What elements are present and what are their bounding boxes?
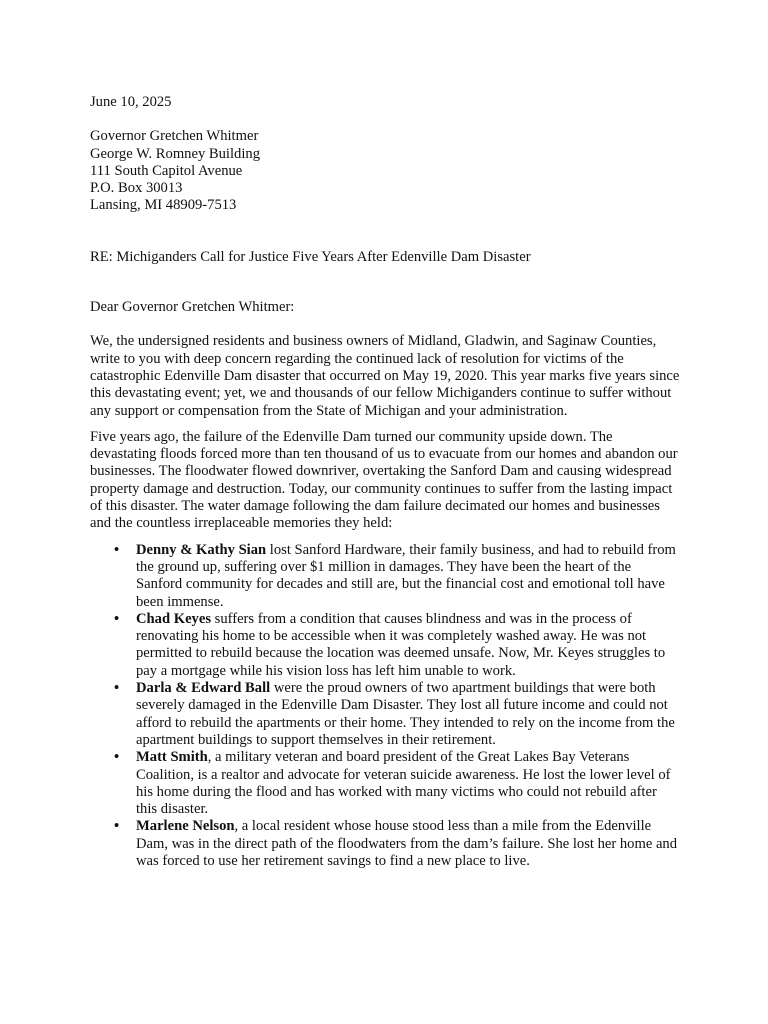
victim-name: Marlene Nelson — [136, 818, 235, 835]
victim-name: Matt Smith — [136, 749, 208, 766]
recipient-po-box: P.O. Box 30013 — [90, 180, 183, 197]
subject-line: RE: Michiganders Call for Justice Five Years After Edenville Dam Disaster — [90, 248, 531, 265]
bullet-icon: • — [114, 541, 120, 558]
victim-description: suffers from a condition that causes blindness and was in the process of renovating his home to be accessible when it was completely washed away. He was not permitted to rebuild because the location was deemed unsafe. Now, Mr. Keyes struggles to pay a mortgage while his vision loss has left him unable to work. — [136, 610, 666, 679]
victim-description: lost Sanford Hardware, their family business, and had to rebuild from the ground up, suffering over $1 million in damages. They have been the heart of the Sanford community for decades and still are, but the financial cost and emotional toll have been immense. — [136, 541, 676, 610]
victim-description: were the proud owners of two apartment buildings that were both severely damaged in the Edenville Dam Disaster. They lost all future income and could not afford to rebuild the apartments or their home. They intended to rely on the income from the apartment buildings to support themselves in their retirement. — [136, 680, 675, 748]
victim-description: , a military veteran and board president of the Great Lakes Bay Veterans Coalition, is a realtor and advocate for veteran suicide awareness. He lost the lower level of his home during the flood and has worked with many victims who could not rebuild after this disaster. — [136, 749, 671, 818]
bullet-icon: • — [114, 818, 120, 835]
bullet-icon: • — [114, 610, 120, 627]
victim-name: Denny & Kathy Sian — [136, 541, 267, 558]
body-paragraph: We, the undersigned residents and business owners of Midland, Gladwin, and Saginaw Counties, write to you with deep concern regarding the continued lack of resolution for victims of the catastrophic Edenville Dam disaster that occurred on May 19, 2020. This year marks five years since this devastating event; yet, we and thousands of our fellow Michiganders continue to suffer without any support or compensation from the State of Michigan and your administration. — [90, 333, 680, 419]
victim-description: , a local resident whose house stood less than a mile from the Edenville Dam, was in the direct path of the floodwaters from the dam’s failure. She lost her home and was forced to use her retirement savings to find a new place to live. — [136, 818, 678, 869]
victim-name: Chad Keyes — [136, 610, 211, 627]
bullet-icon: • — [114, 680, 120, 697]
recipient-building: George W. Romney Building — [90, 145, 260, 162]
list-item — [114, 542, 680, 611]
list-item — [114, 611, 680, 680]
recipient-street: 111 South Capitol Avenue — [90, 162, 243, 179]
body-paragraph: Five years ago, the failure of the Edenville Dam turned our community upside down. The devastating floods forced more than ten thousand of us to evacuate from our homes and abandon our businesses. The floodwater flowed downriver, overtaking the Sanford Dam and causing widespread property damage and destruction. Today, our community continues to suffer from the lasting impact of this disaster. The water damage following the dam failure decimated our homes and businesses and the countless irreplaceable memories they held: — [90, 428, 678, 532]
recipient-name: Governor Gretchen Whitmer — [90, 128, 259, 145]
list-item — [114, 818, 680, 870]
victim-name: Darla & Edward Ball — [136, 680, 271, 697]
list-item — [114, 680, 680, 749]
letter-page — [90, 94, 680, 870]
list-item — [114, 749, 680, 818]
victim-list — [114, 542, 680, 871]
bullet-icon: • — [114, 749, 120, 766]
recipient-address — [90, 128, 680, 214]
letter-date: June 10, 2025 — [90, 94, 172, 110]
salutation: Dear Governor Gretchen Whitmer: — [90, 299, 295, 316]
recipient-city: Lansing, MI 48909-7513 — [90, 197, 237, 214]
